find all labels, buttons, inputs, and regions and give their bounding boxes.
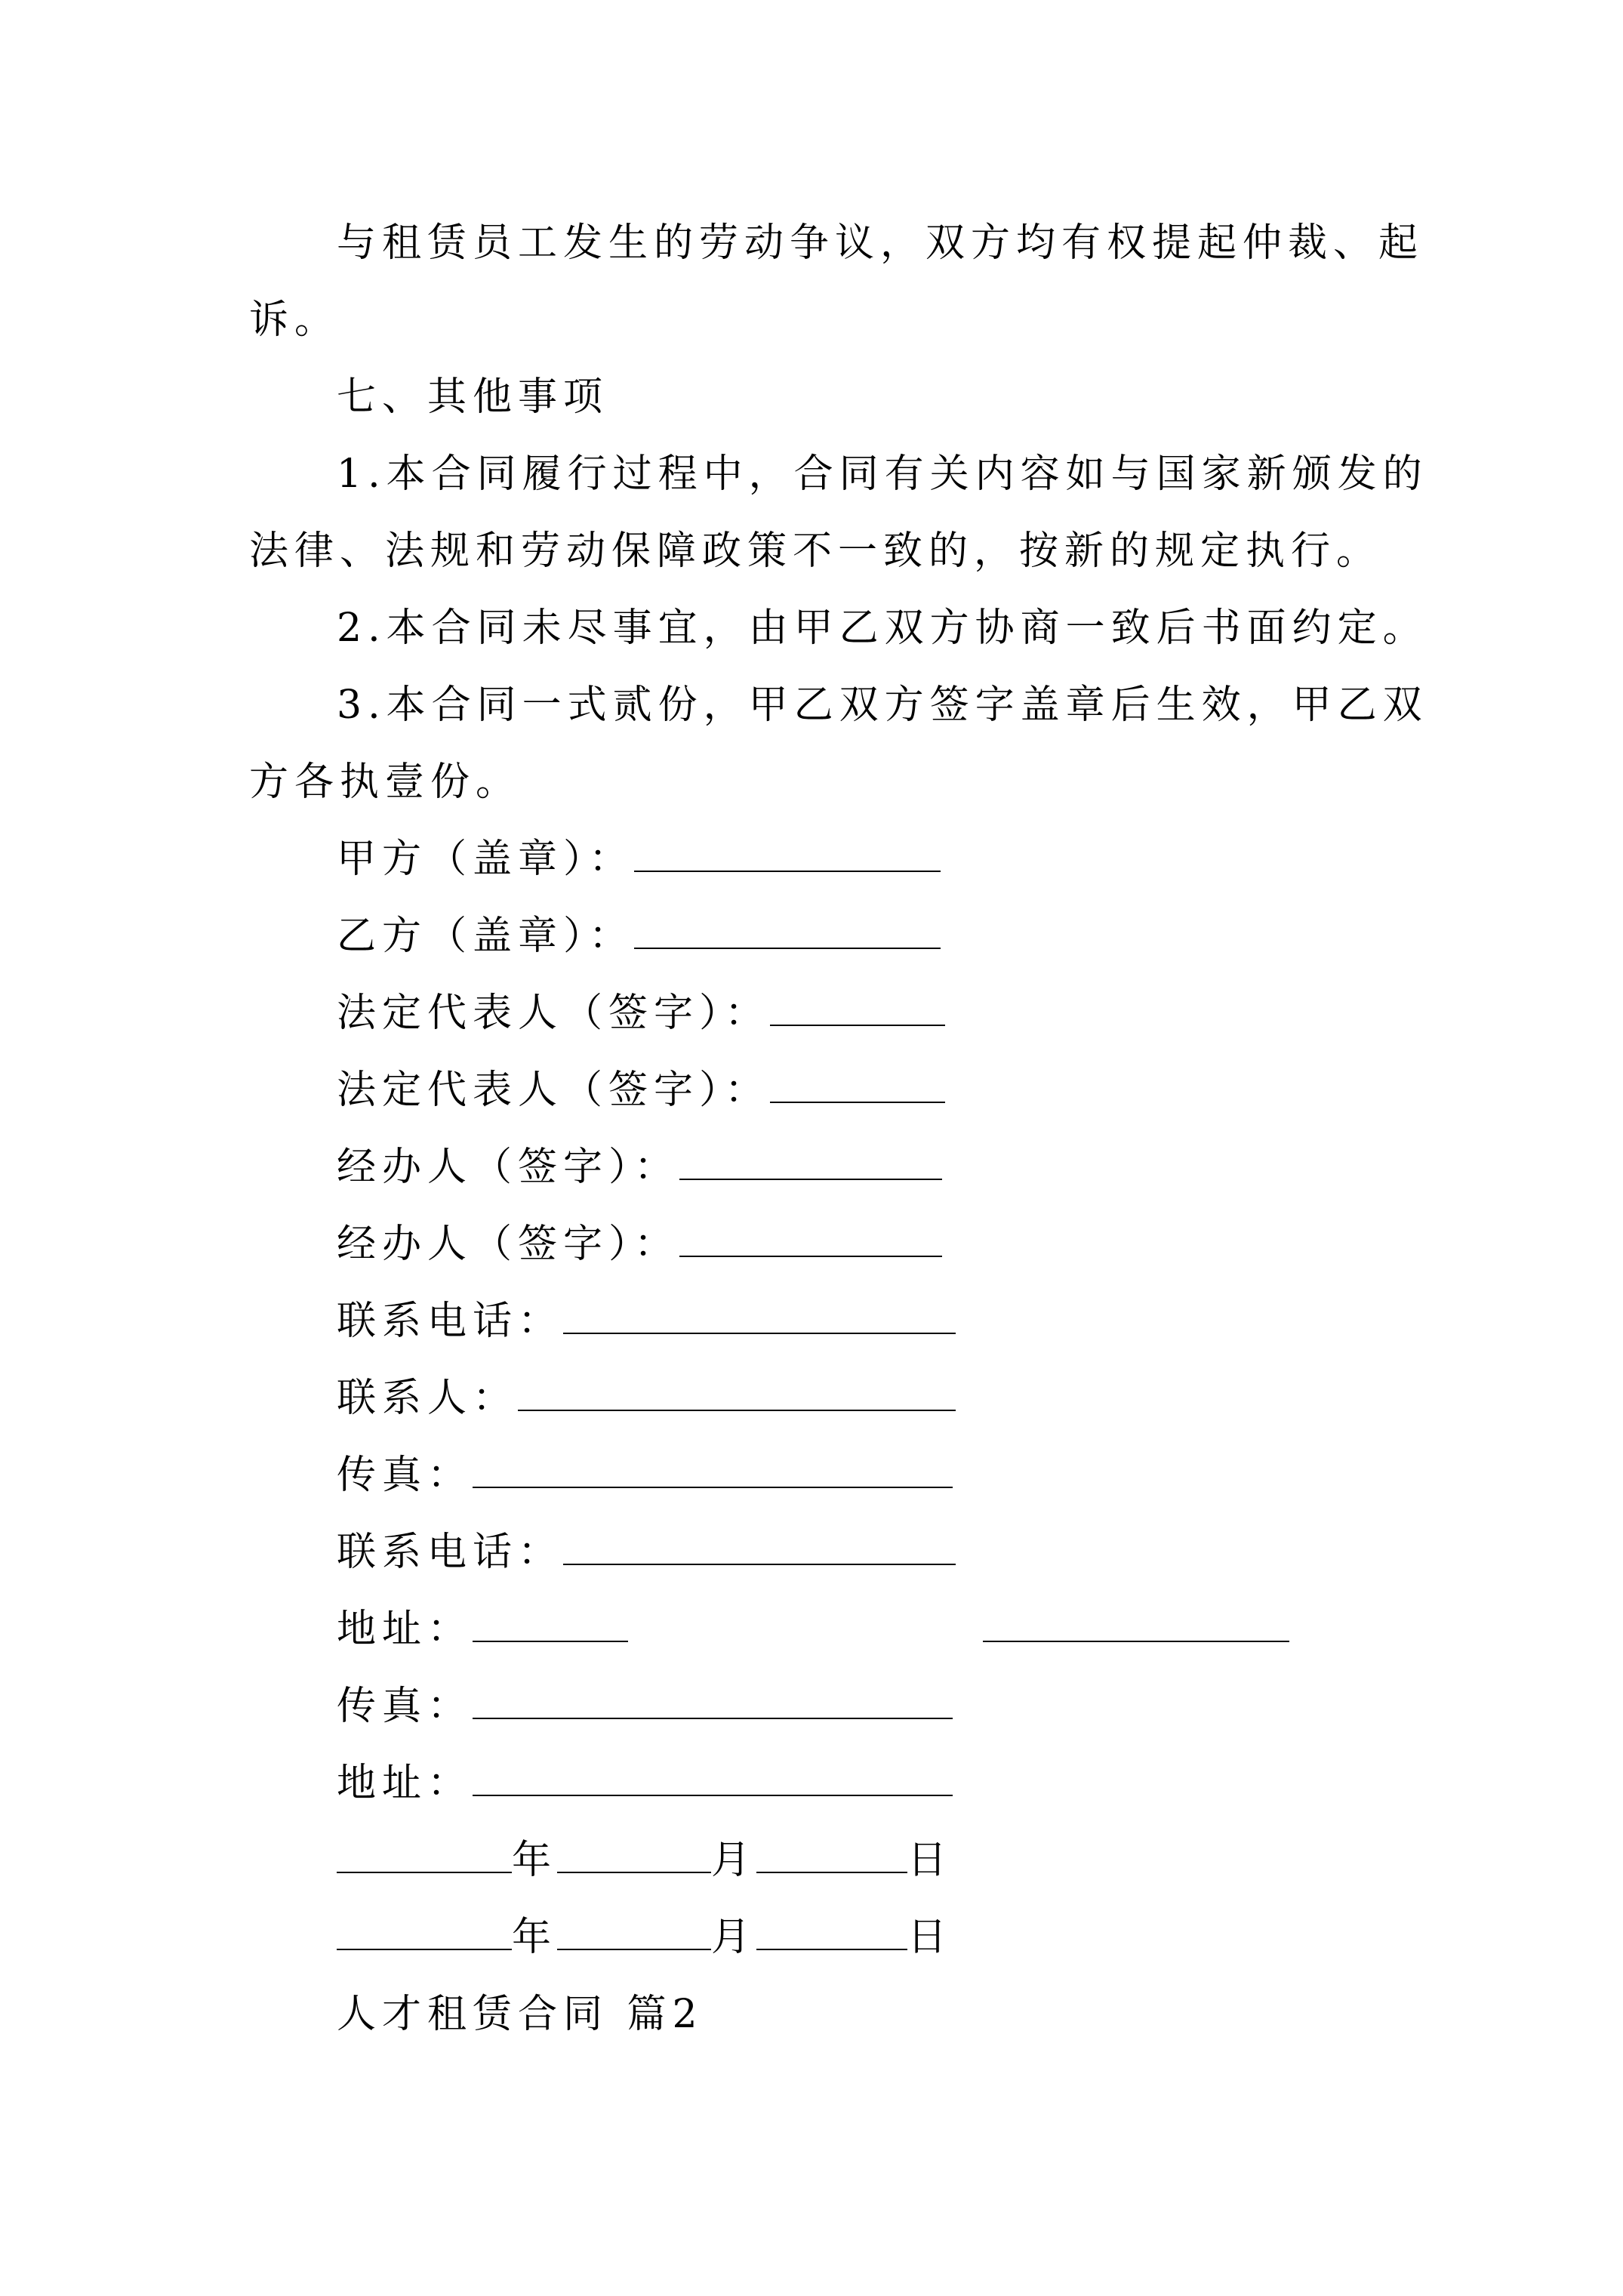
contact-field-phone-a xyxy=(337,1297,956,1345)
fill-in-blank xyxy=(679,1222,942,1257)
fill-in-blank xyxy=(634,837,941,872)
field-label: 传真： xyxy=(337,1453,473,1498)
field-label: 经办人（签字）： xyxy=(337,1222,680,1267)
field-label: 地址： xyxy=(337,1607,473,1652)
fill-in-blank xyxy=(634,914,941,949)
date-row xyxy=(337,1836,953,1885)
fill-in-blank xyxy=(518,1376,956,1411)
fill-in-blank xyxy=(557,1838,711,1873)
date-year-label: 年 xyxy=(512,1915,558,1960)
signature-field-party-b xyxy=(337,912,941,960)
fill-in-blank xyxy=(473,1607,628,1642)
date-day-label: 日 xyxy=(907,1838,953,1883)
contact-field-person xyxy=(337,1374,956,1422)
next-section-title: 人才租赁合同 篇2 xyxy=(337,1992,704,2037)
signature-field-agent-a xyxy=(337,1143,942,1191)
field-label: 经办人（签字）： xyxy=(337,1145,680,1190)
clause-2: 2.本合同未尽事宜，由甲乙双方协商一致后书面约定。 xyxy=(337,606,1428,651)
clause-1-line: 法律、法规和劳动保障政策不一致的，按新的规定执行。 xyxy=(249,529,1382,574)
contact-field-address-b xyxy=(337,1759,953,1808)
paragraph-line: 与租赁员工发生的劳动争议，双方均有权提起仲裁、起 xyxy=(337,220,1424,266)
contact-field-fax-b xyxy=(337,1682,953,1730)
fill-in-blank xyxy=(563,1530,956,1565)
fill-in-blank xyxy=(756,1838,907,1873)
signature-field-legal-rep-b xyxy=(337,1066,945,1114)
fill-in-blank xyxy=(473,1761,953,1796)
fill-in-blank xyxy=(563,1299,956,1334)
field-label: 法定代表人（签字）： xyxy=(337,991,771,1036)
field-label: 传真： xyxy=(337,1684,473,1729)
date-year-label: 年 xyxy=(512,1838,558,1883)
signature-field-agent-b xyxy=(337,1220,942,1268)
fill-in-blank xyxy=(679,1145,942,1180)
paragraph-line: 诉。 xyxy=(249,297,340,343)
fill-in-blank xyxy=(756,1915,907,1950)
fill-in-blank xyxy=(473,1684,953,1719)
fill-in-blank xyxy=(557,1915,711,1950)
fill-in-blank xyxy=(983,1607,1289,1642)
date-day-label: 日 xyxy=(907,1915,953,1960)
field-label: 甲方（盖章）： xyxy=(337,837,635,882)
contact-field-fax-a xyxy=(337,1451,953,1499)
field-label: 乙方（盖章）： xyxy=(337,914,635,959)
field-label: 联系电话： xyxy=(337,1299,564,1344)
fill-in-blank xyxy=(770,991,945,1026)
fill-in-blank xyxy=(337,1838,512,1873)
fill-in-blank xyxy=(337,1915,512,1950)
signature-field-party-a xyxy=(337,835,941,883)
date-row xyxy=(337,1913,953,1962)
clause-1-line: 1.本合同履行过程中，合同有关内容如与国家新颁发的 xyxy=(337,451,1428,497)
date-month-label: 月 xyxy=(711,1838,757,1883)
field-label: 联系电话： xyxy=(337,1530,564,1575)
contact-field-address-a xyxy=(337,1605,1289,1653)
date-month-label: 月 xyxy=(711,1915,757,1960)
field-label: 地址： xyxy=(337,1761,473,1806)
contact-field-phone-b xyxy=(337,1528,956,1576)
clause-3-line: 3.本合同一式贰份，甲乙双方签字盖章后生效，甲乙双 xyxy=(337,683,1428,728)
section-heading: 七、其他事项 xyxy=(337,374,609,420)
field-label: 联系人： xyxy=(337,1376,519,1421)
field-label: 法定代表人（签字）： xyxy=(337,1068,771,1113)
fill-in-blank xyxy=(473,1453,953,1488)
fill-in-blank xyxy=(770,1068,945,1103)
signature-field-legal-rep-a xyxy=(337,989,945,1037)
clause-3-line: 方各执壹份。 xyxy=(249,760,522,805)
